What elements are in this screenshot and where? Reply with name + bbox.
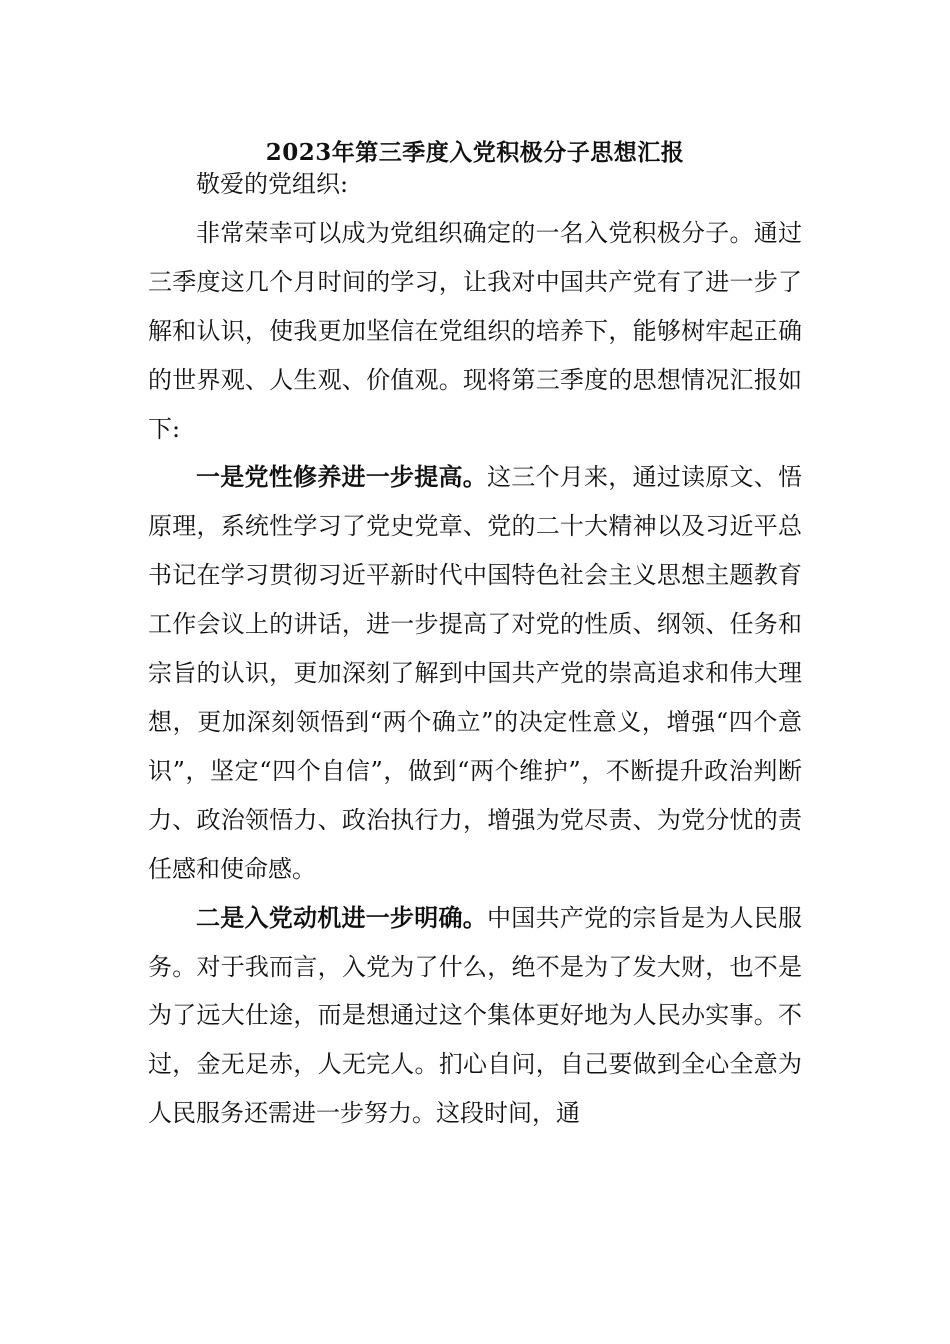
paragraph-motivation-text: 中国共产党的宗旨是为人民服务。对于我而言，入党为了什么，绝不是为了发大财，也不是为了远大仕途，而是想通过这个集体更好地为人民办实事。不过，金无足赤，人无完人。扪心自问，自己要做到全心全意为人民服务还需进一步努力。这段时间，通: [148, 903, 802, 1128]
paragraph-motivation: [148, 894, 802, 1139]
document-title: 2023年第三季度入党积极分子思想汇报: [265, 139, 685, 166]
paragraph-party-spirit-lead: 一是党性修养进一步提高。: [196, 462, 487, 492]
document-body: [148, 160, 802, 1138]
paragraph-intro-text: 非常荣幸可以成为党组织确定的一名入党积极分子。通过三季度这几个月时间的学习，让我对中国共产党有了进一步了解和认识，使我更加坚信在党组织的培养下，能够树牢起正确的世界观、人生观、价值观。现将第三季度的思想情况汇报如下:: [148, 218, 802, 443]
paragraph-intro: [148, 209, 802, 454]
paragraph-party-spirit: [148, 453, 802, 893]
paragraph-party-spirit-text: 这三个月来，通过读原文、悟原理，系统性学习了党史党章、党的二十大精神以及习近平总书记在学习贯彻习近平新时代中国特色社会主义思想主题教育工作会议上的讲话，进一步提高了对党的性质、纲领、任务和宗旨的认识，更加深刻了解到中国共产党的崇高追求和伟大理想，更加深刻领悟到“两个确立”的决定性意义，增强“四个意识”，坚定“四个自信”，做到“两个维护”，不断提升政治判断力、政治领悟力、政治执行力，增强为党尽责、为党分忧的责任感和使命感。: [148, 463, 802, 883]
salutation: 敬爱的党组织:: [196, 170, 349, 198]
paragraph-motivation-lead: 二是入党动机进一步明确。: [196, 902, 487, 932]
